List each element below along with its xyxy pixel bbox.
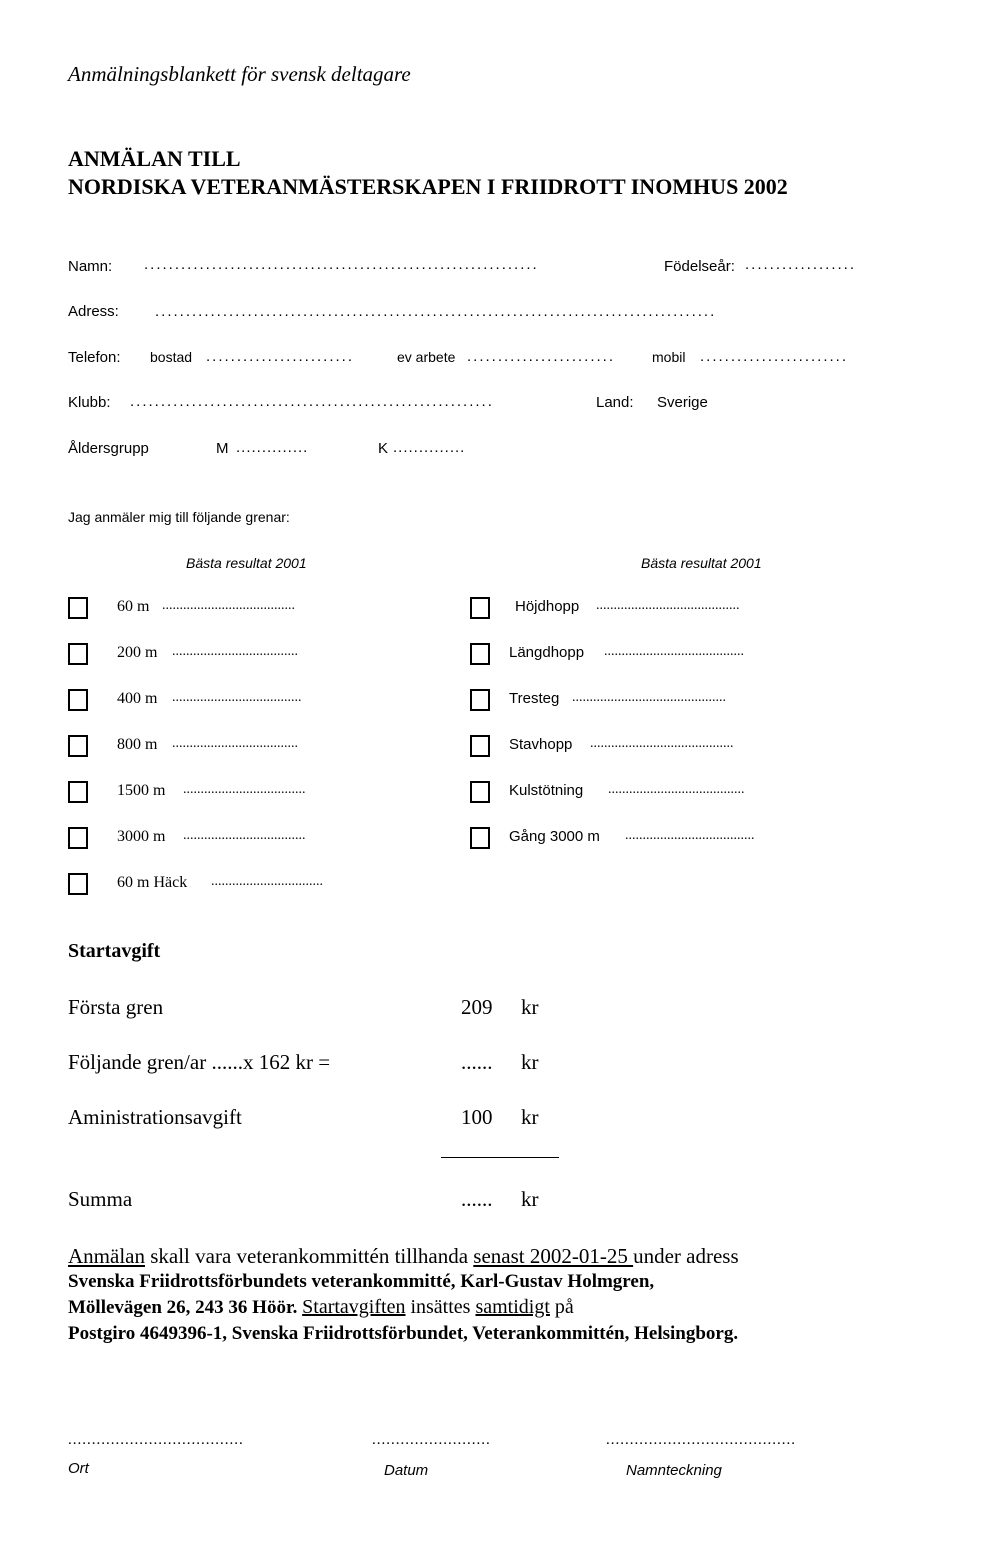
fodelsear-field[interactable]: .................. <box>745 256 857 273</box>
event-label-stavhopp: Stavhopp <box>509 736 573 753</box>
event-result-800m[interactable]: .................................... <box>172 736 298 751</box>
event-result-stavhopp[interactable]: ......................................... <box>590 736 734 751</box>
fodelsear-label: Födelseår: <box>664 258 735 275</box>
arbete-field[interactable]: ........................ <box>467 348 616 365</box>
checkbox-hojdhopp[interactable] <box>470 597 490 619</box>
event-label-langdhopp: Längdhopp <box>509 644 585 661</box>
notice-line3-mid: insättes <box>405 1296 476 1318</box>
event-label-60m: 60 m <box>117 598 150 615</box>
notice-line1 <box>68 1244 739 1269</box>
event-result-60m-hack[interactable]: ................................ <box>211 874 323 889</box>
event-result-200m[interactable]: .................................... <box>172 644 298 659</box>
checkbox-3000m[interactable] <box>68 827 88 849</box>
aldersgrupp-label: Åldersgrupp <box>68 440 149 457</box>
namnteckning-field[interactable]: ........................................ <box>606 1432 796 1448</box>
fee-sum-value[interactable]: ...... <box>461 1187 493 1211</box>
checkbox-gang-3000m[interactable] <box>470 827 490 849</box>
land-value: Sverige <box>657 394 708 411</box>
bostad-field[interactable]: ........................ <box>206 348 355 365</box>
checkbox-200m[interactable] <box>68 643 88 665</box>
adress-label: Adress: <box>68 303 119 320</box>
checkbox-langdhopp[interactable] <box>470 643 490 665</box>
klubb-field[interactable]: ........................................................... <box>130 393 494 410</box>
mobil-field[interactable]: ........................ <box>700 348 849 365</box>
events-intro: Jag anmäler mig till följande grenar: <box>68 509 290 525</box>
event-label-kulstotning: Kulstötning <box>509 782 584 799</box>
form-title-line2: NORDISKA VETERANMÄSTERSKAPEN I FRIIDROTT INOMHUS 2002 <box>68 174 788 199</box>
checkbox-kulstotning[interactable] <box>470 781 490 803</box>
notice-part1: skall vara veterankommittén tillhanda <box>144 1244 474 1268</box>
m-label: M <box>216 440 229 457</box>
namnteckning-label: Namnteckning <box>626 1462 722 1479</box>
notice-samtidigt: samtidigt <box>475 1296 550 1318</box>
event-result-1500m[interactable]: ................................... <box>183 782 306 797</box>
k-field[interactable]: .............. <box>393 439 466 456</box>
m-field[interactable]: .............. <box>236 439 309 456</box>
notice-line3 <box>68 1296 574 1319</box>
fee-next-value[interactable]: ...... <box>461 1050 493 1074</box>
checkbox-60m[interactable] <box>68 597 88 619</box>
namn-field[interactable]: ................................................................ <box>144 256 539 273</box>
checkbox-stavhopp[interactable] <box>470 735 490 757</box>
fee-admin-unit: kr <box>521 1105 539 1129</box>
checkbox-60m-hack[interactable] <box>68 873 88 895</box>
fee-first-label: Första gren <box>68 995 164 1019</box>
event-result-400m[interactable]: ..................................... <box>172 690 302 705</box>
checkbox-1500m[interactable] <box>68 781 88 803</box>
event-label-gang-3000m: Gång 3000 m <box>509 828 600 845</box>
notice-deadline: senast 2002-01-25 <box>473 1244 634 1268</box>
fee-admin-value: 100 <box>461 1105 493 1129</box>
adress-field[interactable]: ........................................................................................... <box>155 303 717 320</box>
fee-admin-label: Aministrationsavgift <box>68 1105 242 1129</box>
event-label-hojdhopp: Höjdhopp <box>515 598 580 615</box>
fee-next-label: Följande gren/ar ......x 162 kr = <box>68 1050 331 1074</box>
notice-address: Möllevägen 26, 243 36 Höör. <box>68 1297 298 1318</box>
fee-next-unit: kr <box>521 1050 539 1074</box>
ev-arbete-label: ev arbete <box>397 349 456 365</box>
event-label-tresteg: Tresteg <box>509 690 560 707</box>
klubb-label: Klubb: <box>68 394 111 411</box>
checkbox-400m[interactable] <box>68 689 88 711</box>
telefon-label: Telefon: <box>68 349 121 366</box>
sum-divider <box>441 1157 559 1158</box>
datum-field[interactable]: ......................... <box>372 1432 491 1448</box>
event-result-60m[interactable]: ...................................... <box>162 598 295 613</box>
form-subtitle: Anmälningsblankett för svensk deltagare <box>68 62 411 86</box>
event-label-800m: 800 m <box>117 736 158 753</box>
k-label: K <box>378 440 389 457</box>
namn-label: Namn: <box>68 258 113 275</box>
event-label-400m: 400 m <box>117 690 158 707</box>
event-result-gang-3000m[interactable]: ..................................... <box>625 828 755 843</box>
event-label-3000m: 3000 m <box>117 828 166 845</box>
ort-label: Ort <box>68 1460 89 1477</box>
notice-line3-end: på <box>549 1296 574 1318</box>
fee-first-value: 209 <box>461 995 493 1019</box>
fee-sum-unit: kr <box>521 1187 539 1211</box>
datum-label: Datum <box>384 1462 429 1479</box>
ort-field[interactable]: ..................................... <box>68 1432 244 1448</box>
event-label-200m: 200 m <box>117 644 158 661</box>
notice-startavgiften: Startavgiften <box>302 1296 406 1318</box>
bostad-label: bostad <box>150 349 193 365</box>
notice-line4: Postgiro 4649396-1, Svenska Friidrottsförbundet, Veterankommittén, Helsingborg. <box>68 1323 739 1344</box>
notice-line2: Svenska Friidrottsförbundets veterankommitté, Karl-Gustav Holmgren, <box>68 1271 655 1292</box>
mobil-label: mobil <box>652 349 686 365</box>
event-result-tresteg[interactable]: ............................................ <box>572 690 726 705</box>
event-result-langdhopp[interactable]: ........................................ <box>604 644 744 659</box>
notice-part2: under adress <box>633 1244 739 1268</box>
fees-title: Startavgift <box>68 940 161 962</box>
checkbox-tresteg[interactable] <box>470 689 490 711</box>
best-result-right-heading: Bästa resultat 2001 <box>641 555 762 571</box>
event-result-kulstotning[interactable]: ....................................... <box>608 782 745 797</box>
checkbox-800m[interactable] <box>68 735 88 757</box>
event-result-hojdhopp[interactable]: ......................................... <box>596 598 740 613</box>
notice-anmalan: Anmälan <box>68 1244 145 1268</box>
land-label: Land: <box>596 394 634 411</box>
fee-sum-label: Summa <box>68 1187 133 1211</box>
event-result-3000m[interactable]: ................................... <box>183 828 306 843</box>
event-label-1500m: 1500 m <box>117 782 166 799</box>
event-label-60m-hack: 60 m Häck <box>117 874 188 891</box>
form-title-line1: ANMÄLAN TILL <box>68 146 241 171</box>
fee-first-unit: kr <box>521 995 539 1019</box>
best-result-left-heading: Bästa resultat 2001 <box>186 555 307 571</box>
